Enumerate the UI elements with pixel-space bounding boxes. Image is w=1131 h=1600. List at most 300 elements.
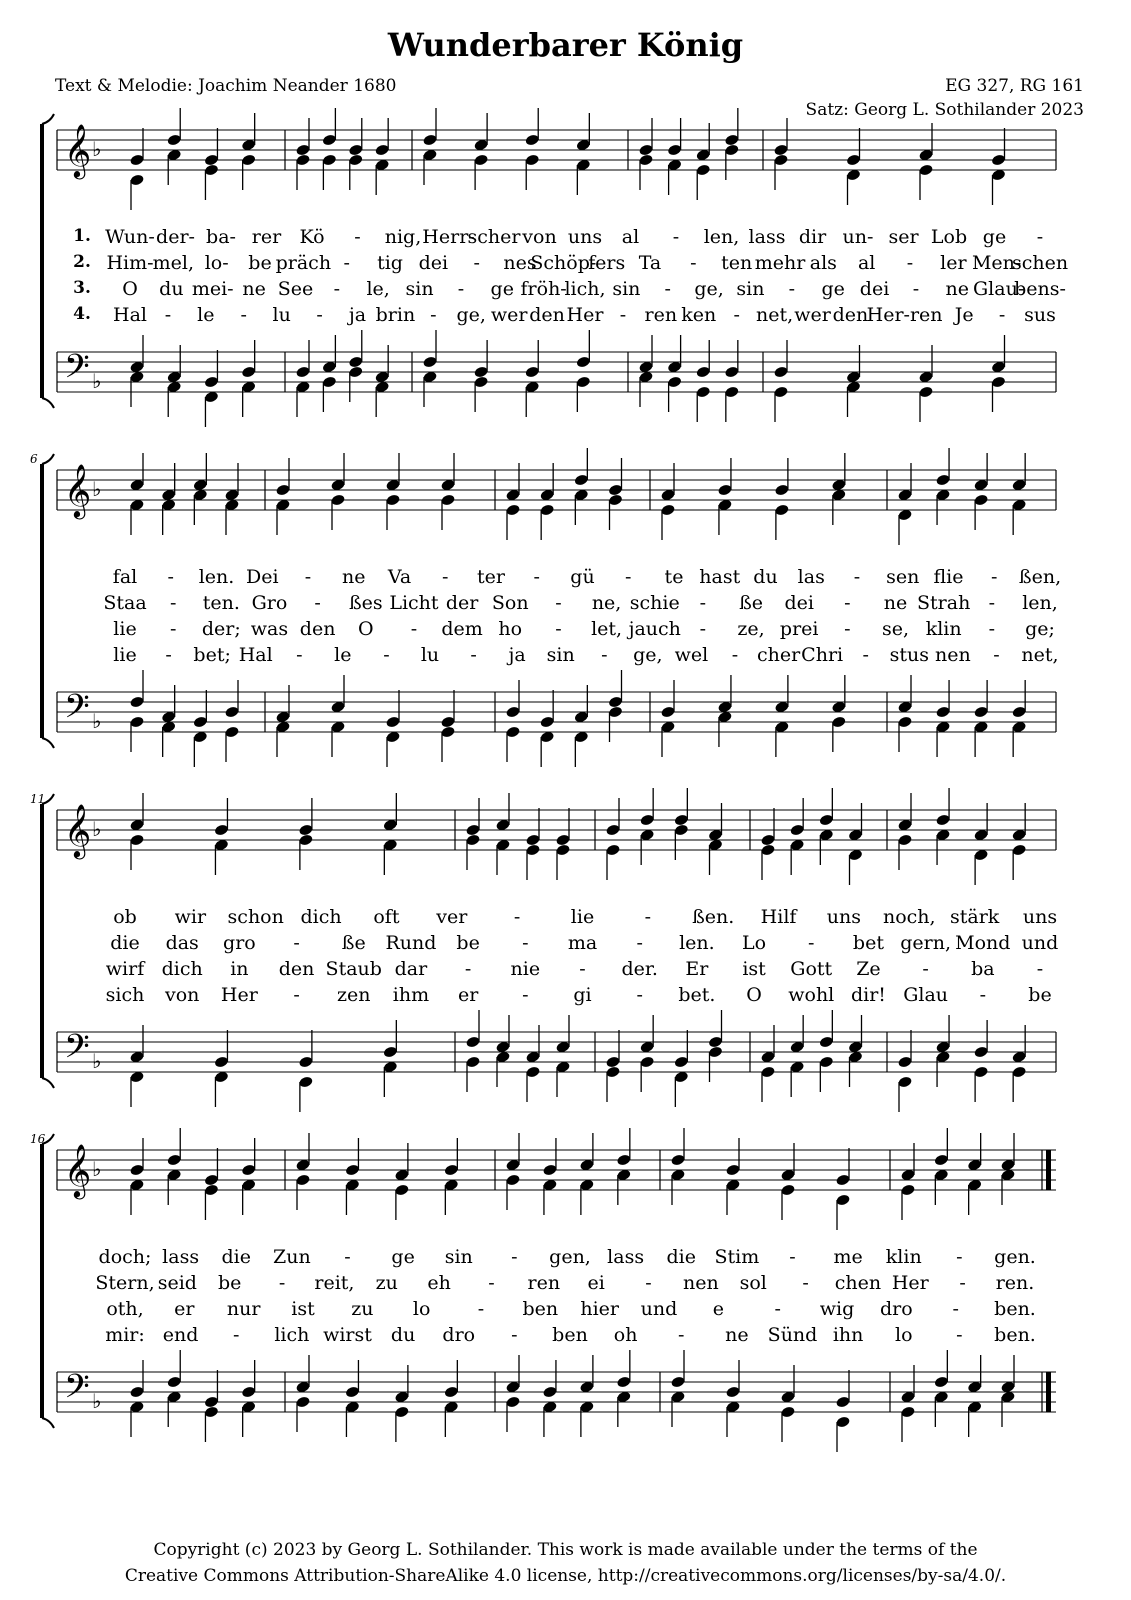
lyric-syllable: e xyxy=(712,1298,724,1320)
lyric-syllable: wer xyxy=(490,304,528,326)
lyric-syllable: - xyxy=(956,1324,963,1346)
lyric-syllable: O xyxy=(122,278,138,300)
lyric-syllable: ge, xyxy=(633,644,663,666)
lyric-syllable: Dei xyxy=(245,566,279,588)
lyric-syllable: dich xyxy=(300,906,342,928)
lyric-syllable: als xyxy=(809,252,837,274)
lyric-syllable: ge xyxy=(490,278,514,300)
lyric-syllable: - xyxy=(906,252,914,274)
lyric-syllable: Her xyxy=(891,1272,929,1294)
lyric-syllable: ten. xyxy=(202,592,240,614)
lyric-syllable: - xyxy=(442,566,449,588)
lyric-syllable: - xyxy=(344,1246,351,1268)
lyric-syllable: - xyxy=(625,566,632,588)
lyric-syllable: - xyxy=(988,592,996,614)
lyric-syllable: prei xyxy=(779,618,819,640)
lyric-syllable: len, xyxy=(1022,592,1058,614)
lyric-syllable: Him- xyxy=(106,252,154,274)
lyric-syllable: der xyxy=(445,592,479,614)
lyric-syllable: ge xyxy=(391,1246,415,1268)
lyric-syllable: lu xyxy=(420,644,440,666)
lyric-syllable: Son xyxy=(491,592,529,614)
lyric-syllable: sin xyxy=(736,278,765,300)
lyric-syllable: - xyxy=(988,618,996,640)
lyric-syllable: - xyxy=(533,566,540,588)
verse-number: 4. xyxy=(73,304,91,324)
lyric-syllable: doch; xyxy=(98,1246,152,1268)
lyric-syllable: klin xyxy=(925,618,962,640)
lyric-syllable: lich, xyxy=(564,278,606,300)
lyric-syllable: scher xyxy=(467,226,521,248)
lyric-syllable: du xyxy=(159,278,184,300)
lyric-syllable: ne xyxy=(725,1324,749,1346)
lyric-syllable: präch xyxy=(275,252,332,274)
lyric-syllable: dei xyxy=(418,252,449,274)
lyric-syllable: ba- xyxy=(206,226,236,248)
lyric-syllable: dro xyxy=(442,1324,476,1346)
lyric-syllable: - xyxy=(430,304,437,326)
lyric-syllable: und xyxy=(1021,932,1059,954)
lyric-syllable: Mond xyxy=(955,932,1011,954)
lyric-syllable: jauch xyxy=(628,618,681,640)
lyric-syllable: Stern, xyxy=(95,1272,155,1294)
lyric-syllable: er xyxy=(174,1298,195,1320)
flat-icon: ♭ xyxy=(92,1389,102,1413)
lyric-syllable: wel xyxy=(674,644,709,666)
lyric-syllable: wer xyxy=(794,304,831,326)
lyric-syllable: brin xyxy=(375,304,416,326)
lyric-syllable: stärk xyxy=(949,906,1000,928)
treble-clef-icon: 𝄞 xyxy=(64,463,92,517)
verse-number: 2. xyxy=(73,252,91,272)
lyric-syllable: - xyxy=(844,618,851,640)
lyric-syllable: die xyxy=(221,1246,251,1268)
lyric-syllable: schie xyxy=(629,592,680,614)
lyric-syllable: - xyxy=(343,252,350,274)
lyric-syllable: du xyxy=(753,566,778,588)
lyric-syllable: ge xyxy=(982,226,1007,248)
lyric-syllable: zen xyxy=(337,984,371,1006)
lyric-syllable: lass xyxy=(607,1246,645,1268)
lyric-syllable: Hal xyxy=(238,644,273,666)
lyric-syllable: nie xyxy=(510,958,541,980)
lyric-syllable: - xyxy=(354,226,361,248)
lyric-syllable: oft xyxy=(373,906,400,928)
lyric-syllable: ho xyxy=(498,618,523,640)
lyric-syllable: Je xyxy=(954,304,974,326)
lyric-syllable: - xyxy=(844,592,851,614)
lyric-syllable: Staub xyxy=(325,958,382,980)
lyric-syllable: - xyxy=(774,1298,781,1320)
bass-clef-icon: 𝄢 xyxy=(64,348,90,394)
lyric-syllable: lo xyxy=(894,1324,913,1346)
flat-icon: ♭ xyxy=(92,369,102,393)
lyric-syllable: ßen. xyxy=(692,906,735,928)
lyric-syllable: - xyxy=(511,1246,518,1268)
flat-icon: ♭ xyxy=(92,1157,102,1181)
lyric-syllable: - xyxy=(690,252,697,274)
lyric-syllable: nes xyxy=(503,252,537,274)
composer-credit: Text & Melodie: Joachim Neander 1680 xyxy=(55,76,397,96)
lyric-syllable: nen xyxy=(934,644,971,666)
lyric-syllable: und xyxy=(640,1298,678,1320)
lyric-syllable: len. xyxy=(198,566,235,588)
lyric-syllable: ben. xyxy=(994,1324,1036,1346)
lyric-syllable: Kö xyxy=(299,226,325,248)
lyric-syllable: Va xyxy=(387,566,412,588)
lyric-syllable: - xyxy=(488,1272,495,1294)
lyric-syllable: - xyxy=(862,644,869,666)
bass-clef-icon: 𝄢 xyxy=(64,1028,90,1074)
lyric-syllable: ist xyxy=(291,1298,315,1320)
lyric-syllable: lich xyxy=(274,1324,310,1346)
lyric-syllable: ja xyxy=(508,644,526,666)
lyric-syllable: den xyxy=(278,958,315,980)
lyric-syllable: Glau xyxy=(903,984,949,1006)
lyric-syllable: noch, xyxy=(882,906,936,928)
lyric-syllable: gen, xyxy=(549,1246,591,1268)
lyric-syllable: len, xyxy=(703,226,740,248)
lyric-syllable: wig xyxy=(819,1298,855,1320)
lyric-syllable: - xyxy=(853,566,861,588)
measure-number-16: 16 xyxy=(30,1132,46,1146)
lyric-syllable: Gro xyxy=(251,592,288,614)
lyric-syllable: was xyxy=(250,618,289,640)
lyric-syllable: ge xyxy=(821,278,845,300)
lyric-syllable: Strah xyxy=(917,592,971,614)
lyric-syllable: mei- xyxy=(191,278,234,300)
treble-clef-icon: 𝄞 xyxy=(64,123,92,177)
lyric-syllable: ren xyxy=(527,1272,561,1294)
lyric-syllable: - xyxy=(410,618,418,640)
lyric-syllable: be xyxy=(217,1272,242,1294)
lyric-syllable: stus xyxy=(889,644,929,666)
lyric-syllable: - xyxy=(619,304,627,326)
lyric-syllable: Licht xyxy=(389,592,439,614)
lyric-syllable: von xyxy=(522,226,557,248)
lyric-syllable: chen xyxy=(834,1272,882,1294)
lyric-syllable: lie xyxy=(113,644,137,666)
lyric-syllable: - xyxy=(802,1272,809,1294)
lyric-syllable: - xyxy=(993,644,1000,666)
lyric-syllable: Zun xyxy=(273,1246,311,1268)
lyric-syllable: O xyxy=(746,984,762,1006)
lyric-syllable: den xyxy=(529,304,565,326)
lyric-syllable: - xyxy=(644,906,652,928)
lyric-syllable: - xyxy=(1036,958,1044,980)
lyric-syllable: - xyxy=(952,1298,959,1320)
lyric-syllable: See xyxy=(277,278,314,300)
lyric-syllable: O xyxy=(357,618,374,640)
lyric-syllable: rer xyxy=(251,226,282,248)
lyric-syllable: oth, xyxy=(106,1298,144,1320)
lyric-syllable: - xyxy=(477,1298,485,1320)
lyric-syllable: ja xyxy=(348,304,367,326)
lyric-syllable: - xyxy=(333,278,341,300)
measure-number-11: 11 xyxy=(30,792,46,806)
lyric-syllable: - xyxy=(645,1272,652,1294)
lyric-syllable: me xyxy=(833,1246,863,1268)
flat-icon: ♭ xyxy=(92,477,102,501)
song-title: Wunderbarer König xyxy=(387,26,744,64)
lyric-syllable: zu xyxy=(351,1298,374,1320)
lyric-syllable: - xyxy=(1036,226,1044,248)
lyric-syllable: gü xyxy=(570,566,595,588)
lyric-syllable: lass xyxy=(162,1246,200,1268)
lyric-syllable: - xyxy=(788,278,796,300)
lyric-syllable: net, xyxy=(1021,644,1059,666)
lyric-syllable: - xyxy=(464,958,472,980)
lyric-syllable: un- xyxy=(842,226,874,248)
lyric-syllable: fröh- xyxy=(520,278,567,300)
lyric-syllable: - xyxy=(296,644,303,666)
lyric-syllable: klin xyxy=(885,1246,922,1268)
lyric-syllable: - xyxy=(664,278,671,300)
lyric-syllable: - xyxy=(513,906,521,928)
flat-icon: ♭ xyxy=(92,1049,102,1073)
lyric-syllable: gi xyxy=(573,984,592,1006)
lyric-syllable: - xyxy=(678,1324,685,1346)
lyric-syllable: sin xyxy=(546,644,575,666)
lyric-syllable: ser xyxy=(888,226,919,248)
copyright-line-2: Creative Commons Attribution-ShareAlike 4.0 license, http://creativecommons.org/licenses/by-sa/4.0/. xyxy=(124,1566,1007,1586)
lyric-syllable: bet; xyxy=(193,644,231,666)
lyric-syllable: ne xyxy=(945,278,970,300)
lyric-syllable: lu xyxy=(272,304,291,326)
lyric-syllable: Staa xyxy=(103,592,147,614)
lyric-syllable: - xyxy=(979,984,987,1006)
lyric-syllable: - xyxy=(457,278,465,300)
verse-number: 3. xyxy=(73,278,91,298)
lyric-syllable: mel, xyxy=(152,252,195,274)
lyric-syllable: - xyxy=(699,592,707,614)
hymnal-reference: EG 327, RG 161 xyxy=(945,76,1084,96)
lyric-syllable: ben. xyxy=(994,1298,1036,1320)
lyric-syllable: Ze xyxy=(856,958,881,980)
lyric-syllable: bens- xyxy=(1014,278,1066,300)
lyric-syllable: gern, xyxy=(900,932,952,954)
lyric-syllable: Her xyxy=(220,984,258,1006)
lyric-syllable: - xyxy=(167,566,174,588)
lyric-syllable: sich xyxy=(105,984,145,1006)
lyric-syllable: - xyxy=(731,644,739,666)
lyric-syllable: end xyxy=(162,1324,199,1346)
lyric-syllable: in xyxy=(230,958,249,980)
lyric-syllable: uns xyxy=(567,226,603,248)
lyric-syllable: le xyxy=(197,304,215,326)
lyric-syllable: be xyxy=(248,252,272,274)
final-barline xyxy=(1046,1372,1051,1412)
lyric-syllable: Er xyxy=(685,958,709,980)
lyric-syllable: die xyxy=(666,1246,696,1268)
flat-icon: ♭ xyxy=(92,817,102,841)
lyric-syllable: - xyxy=(636,932,643,954)
lyric-syllable: - xyxy=(922,958,929,980)
lyric-syllable: dir! xyxy=(850,984,886,1006)
lyric-syllable: ßes xyxy=(348,592,383,614)
lyric-syllable: - xyxy=(169,618,177,640)
lyric-syllable: - xyxy=(699,618,707,640)
lyric-syllable: - xyxy=(579,958,586,980)
verse-number: 1. xyxy=(73,226,91,246)
lyric-syllable: dem xyxy=(441,618,483,640)
lyric-syllable: Lob xyxy=(930,226,968,248)
lyric-syllable: sin xyxy=(612,278,641,300)
lyric-syllable: gro xyxy=(223,932,256,954)
lyric-syllable: ren xyxy=(644,304,678,326)
lyric-syllable: fal xyxy=(112,566,138,588)
lyric-syllable: - xyxy=(233,1324,240,1346)
lyric-syllable: Lo xyxy=(742,932,767,954)
lyric-syllable: ihm xyxy=(392,984,430,1006)
lyric-syllable: wohl xyxy=(788,984,835,1006)
lyric-syllable: Rund xyxy=(385,932,437,954)
lyric-syllable: schen xyxy=(1011,252,1069,274)
lyric-syllable: bet. xyxy=(678,984,716,1006)
lyric-syllable: ma xyxy=(567,932,598,954)
lyric-syllable: Men- xyxy=(971,252,1022,274)
lyric-syllable: er xyxy=(457,984,479,1006)
lyric-syllable: - xyxy=(473,252,480,274)
lyric-syllable: ne xyxy=(883,592,908,614)
lyric-syllable: - xyxy=(240,304,247,326)
lyric-syllable: - xyxy=(956,1246,963,1268)
lyric-syllable: - xyxy=(278,1272,286,1294)
lyric-syllable: - xyxy=(733,304,740,326)
flat-icon: ♭ xyxy=(92,709,102,733)
lyric-syllable: ihn xyxy=(832,1324,864,1346)
lyric-syllable: - xyxy=(383,644,390,666)
arrangement-credit: Satz: Georg L. Sothilander 2023 xyxy=(805,100,1084,120)
lyric-syllable: nig, xyxy=(384,226,422,248)
lyric-syllable: lo- xyxy=(204,252,229,274)
copyright-line-1: Copyright (c) 2023 by Georg L. Sothilander. This work is made available under the terms of the xyxy=(153,1540,978,1560)
lyric-syllable: den xyxy=(832,304,869,326)
lyric-syllable: le, xyxy=(366,278,390,300)
lyric-syllable: wirst xyxy=(323,1324,372,1346)
lyric-syllable: ter xyxy=(477,566,505,588)
lyric-syllable: - xyxy=(555,592,562,614)
lyric-syllable: ge; xyxy=(1025,618,1055,640)
lyric-syllable: Her xyxy=(566,304,604,326)
lyric-syllable: ße xyxy=(341,932,366,954)
lyric-syllable: - xyxy=(316,304,323,326)
lyric-syllable: las xyxy=(797,566,825,588)
lyric-syllable: Chri xyxy=(801,644,844,666)
lyric-syllable: reit, xyxy=(314,1272,355,1294)
lyric-syllable: wir xyxy=(174,906,207,928)
lyric-syllable: - xyxy=(672,226,680,248)
lyric-syllable: Ta xyxy=(638,252,662,274)
lyric-syllable: ge, xyxy=(456,304,486,326)
lyric-syllable: den xyxy=(299,618,336,640)
lyric-syllable: Herr- xyxy=(422,226,475,248)
lyric-syllable: al xyxy=(621,226,640,248)
lyric-syllable: - xyxy=(912,278,920,300)
lyric-syllable: - xyxy=(636,984,643,1006)
lyric-syllable: - xyxy=(169,592,177,614)
lyric-syllable: ßen, xyxy=(1018,566,1062,588)
lyric-syllable: - xyxy=(998,304,1006,326)
lyric-syllable: - xyxy=(304,566,312,588)
lyric-syllable: bet xyxy=(852,932,884,954)
lyric-syllable: ist xyxy=(742,958,766,980)
lyric-syllable: ken xyxy=(681,304,717,326)
lyric-syllable: len. xyxy=(679,932,715,954)
lyric-syllable: - xyxy=(959,1272,966,1294)
lyric-syllable: se, xyxy=(881,618,910,640)
lyric-syllable: uns xyxy=(1022,906,1058,928)
lyric-syllable: von xyxy=(164,984,200,1006)
lyric-syllable: dir xyxy=(798,226,827,248)
lyric-syllable: seid xyxy=(157,1272,197,1294)
lyric-syllable: ob xyxy=(113,906,137,928)
lyric-syllable: - xyxy=(789,1246,796,1268)
lyric-syllable: die xyxy=(110,932,140,954)
lyric-syllable: - xyxy=(991,566,998,588)
lyric-syllable: - xyxy=(522,984,529,1006)
lyric-syllable: Glau- xyxy=(973,278,1025,300)
lyric-syllable: al xyxy=(857,252,876,274)
lyric-syllable: net, xyxy=(756,304,794,326)
lyric-syllable: Stim xyxy=(714,1246,760,1268)
flat-icon: ♭ xyxy=(92,137,102,161)
lyric-syllable: mir: xyxy=(105,1324,145,1346)
lyric-syllable: ge, xyxy=(694,278,724,300)
lyric-syllable: lass xyxy=(748,226,786,248)
lyric-syllable: - xyxy=(165,644,172,666)
treble-clef-icon: 𝄞 xyxy=(64,803,92,857)
measure-number-6: 6 xyxy=(30,452,38,466)
lyric-syllable: - xyxy=(293,932,300,954)
lyric-syllable: oh xyxy=(613,1324,638,1346)
lyric-syllable: dich xyxy=(161,958,203,980)
lyric-syllable: dar xyxy=(394,958,428,980)
lyric-syllable: ben xyxy=(522,1298,559,1320)
lyric-syllable: Hal xyxy=(113,304,147,326)
lyric-syllable: mehr xyxy=(754,252,806,274)
lyric-syllable: ler xyxy=(940,252,967,274)
lyric-syllable: zu xyxy=(375,1272,398,1294)
lyric-syllable: uns xyxy=(826,906,862,928)
lyric-syllable: hast xyxy=(699,566,741,588)
lyric-syllable: sol xyxy=(739,1272,767,1294)
lyric-syllable: dro xyxy=(879,1298,913,1320)
lyric-syllable: be xyxy=(456,932,480,954)
lyric-syllable: - xyxy=(314,592,321,614)
lyric-syllable: let, xyxy=(591,618,623,640)
lyric-syllable: dei xyxy=(784,592,814,614)
lyric-syllable: lie xyxy=(113,618,137,640)
lyric-syllable: Schöp- xyxy=(530,252,597,274)
lyric-syllable: sus xyxy=(1024,304,1056,326)
lyric-syllable: ei xyxy=(587,1272,605,1294)
lyric-syllable: der- xyxy=(156,226,195,248)
lyric-syllable: ne xyxy=(242,278,266,300)
lyric-syllable: - xyxy=(522,932,529,954)
lyric-syllable: ren. xyxy=(995,1272,1035,1294)
lyric-syllable: sin xyxy=(444,1246,473,1268)
lyric-syllable: ten xyxy=(721,252,753,274)
lyric-syllable: Hilf xyxy=(760,906,797,928)
lyric-syllable: cher xyxy=(756,644,801,666)
lyric-syllable: - xyxy=(808,932,815,954)
lyric-syllable: - xyxy=(511,1324,518,1346)
lyric-syllable: nur xyxy=(226,1298,261,1320)
lyric-syllable: eh xyxy=(427,1272,451,1294)
lyric-syllable: sen xyxy=(886,566,920,588)
lyric-syllable: te xyxy=(664,566,684,588)
